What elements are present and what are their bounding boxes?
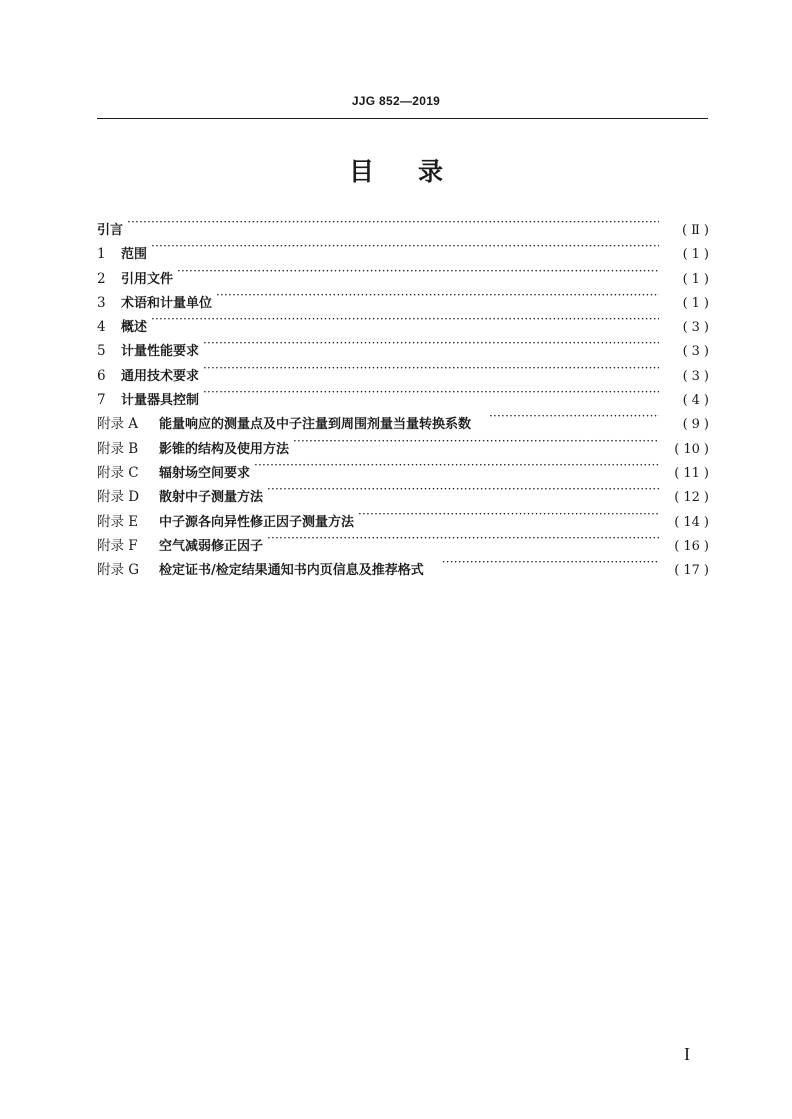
toc-dot-leader xyxy=(489,404,659,428)
toc-entry-label: 引用文件 xyxy=(121,271,174,287)
toc-entry-page-number: Ⅱ xyxy=(691,223,700,238)
toc-entry-label: 计量器具控制 xyxy=(121,393,200,409)
toc-entry-label: 计量性能要求 xyxy=(121,344,200,360)
toc-entry-number: 附录 E xyxy=(97,513,139,530)
toc-title-left: 目 xyxy=(348,157,374,186)
toc-entry-number: 3 xyxy=(97,294,106,311)
toc-entry-page: ( 11 ) xyxy=(674,465,709,481)
toc-entry-page: ( 16 ) xyxy=(674,538,709,554)
toc-entry-page-number: 17 xyxy=(683,563,700,579)
toc-entry-page: ( 10 ) xyxy=(674,441,709,457)
toc-entry-label: 术语和计量单位 xyxy=(121,295,213,311)
toc-entry-page-number: 16 xyxy=(683,538,700,554)
toc-dot-leader xyxy=(203,331,659,355)
toc-entry-page-number: 3 xyxy=(691,344,700,360)
toc-entry-page: ( 1 ) xyxy=(682,295,709,311)
toc-entry-number: 7 xyxy=(97,392,106,409)
toc-dot-leader xyxy=(267,526,659,550)
toc-entry-label: 范围 xyxy=(121,247,148,263)
toc-entry-page: ( 14 ) xyxy=(674,514,709,530)
toc-entry[interactable] xyxy=(97,307,709,336)
toc-entry-label: 引言 xyxy=(97,223,124,238)
toc-entry-label: 空气减弱修正因子 xyxy=(159,538,264,554)
toc-entry-page: ( 3 ) xyxy=(682,320,709,336)
toc-entry[interactable] xyxy=(97,234,709,263)
toc-entry-page-number: 1 xyxy=(691,271,700,287)
table-of-contents xyxy=(97,210,709,579)
toc-title xyxy=(0,152,792,188)
toc-entry-page: ( 9 ) xyxy=(682,417,709,433)
toc-dot-leader xyxy=(216,283,659,307)
toc-entry-page: ( Ⅱ ) xyxy=(682,223,709,238)
toc-dot-leader xyxy=(442,550,659,574)
toc-entry-page-number: 1 xyxy=(691,247,700,263)
toc-entry-number: 1 xyxy=(97,246,106,263)
toc-entry-page-number: 10 xyxy=(683,441,700,457)
toc-dot-leader xyxy=(293,429,659,453)
toc-dot-leader xyxy=(254,453,659,477)
toc-entry-number: 附录 F xyxy=(97,537,138,554)
toc-entry-page-number: 11 xyxy=(683,465,700,481)
toc-entry-page-number: 3 xyxy=(691,320,700,336)
toc-entry-page-number: 4 xyxy=(691,393,700,409)
toc-entry-page: ( 3 ) xyxy=(682,368,709,384)
toc-entry-number: 附录 G xyxy=(97,562,140,579)
toc-entry-page: ( 12 ) xyxy=(674,490,709,506)
toc-entry-number: 附录 B xyxy=(97,440,139,457)
toc-entry-page: ( 3 ) xyxy=(682,344,709,360)
toc-entry-page: ( 4 ) xyxy=(682,393,709,409)
toc-dot-leader xyxy=(151,307,659,331)
toc-dot-leader xyxy=(127,210,659,234)
toc-entry-number: 4 xyxy=(97,319,106,336)
toc-dot-leader xyxy=(177,259,659,283)
toc-entry-number: 附录 A xyxy=(97,416,139,433)
toc-entry-page: ( 1 ) xyxy=(682,247,709,263)
toc-dot-leader xyxy=(203,356,659,380)
toc-entry-label: 中子源各向异性修正因子测量方法 xyxy=(159,514,355,530)
toc-entry-label: 影锥的结构及使用方法 xyxy=(159,441,290,457)
toc-entry-page-number: 1 xyxy=(691,295,700,311)
toc-entry-label: 检定证书/检定结果通知书内页信息及推荐格式 xyxy=(159,563,424,579)
toc-entry-label: 通用技术要求 xyxy=(121,368,200,384)
toc-dot-leader xyxy=(358,502,659,526)
toc-entry-label: 概述 xyxy=(121,320,148,336)
toc-entry-page-number: 3 xyxy=(691,368,700,384)
toc-entry-number: 2 xyxy=(97,270,106,287)
toc-entry[interactable] xyxy=(97,259,709,287)
document-code-header: JJG 852—2019 xyxy=(351,94,441,108)
page-number: I xyxy=(684,1044,690,1064)
toc-entry[interactable] xyxy=(97,331,709,360)
toc-entry[interactable] xyxy=(97,283,709,311)
toc-entry-label: 辐射场空间要求 xyxy=(159,465,251,481)
header-rule xyxy=(97,118,708,119)
toc-entry-label: 能量响应的测量点及中子注量到周围剂量当量转换系数 xyxy=(159,417,472,433)
toc-entry-page-number: 14 xyxy=(683,514,700,530)
toc-entry-page-number: 12 xyxy=(683,490,700,506)
toc-entry-number: 附录 C xyxy=(97,464,139,481)
toc-entry-page-number: 9 xyxy=(691,417,700,433)
toc-title-right: 录 xyxy=(418,157,444,186)
toc-entry[interactable] xyxy=(97,210,709,238)
toc-dot-leader xyxy=(267,477,659,501)
toc-entry-label: 散射中子测量方法 xyxy=(159,490,264,506)
toc-entry-number: 6 xyxy=(97,367,106,384)
toc-entry-page: ( 17 ) xyxy=(674,563,709,579)
toc-dot-leader xyxy=(203,380,659,404)
toc-dot-leader xyxy=(151,234,659,258)
toc-entry-page: ( 1 ) xyxy=(682,271,709,287)
toc-entry-number: 附录 D xyxy=(97,489,140,506)
toc-entry-number: 5 xyxy=(97,343,106,360)
